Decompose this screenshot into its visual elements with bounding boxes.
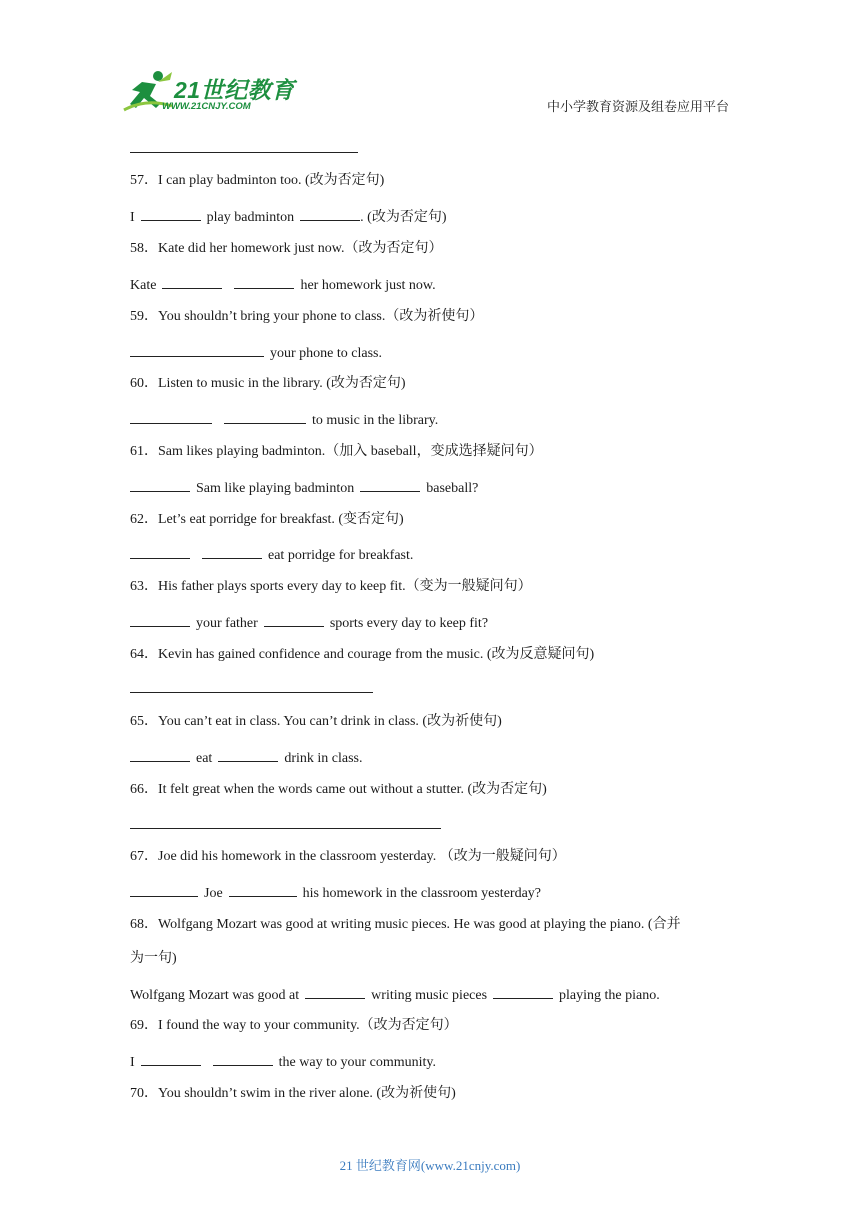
blank[interactable] (130, 882, 198, 897)
answer-65-text-2: drink in class. (284, 751, 363, 766)
answer-68-text-2: writing music pieces (371, 988, 488, 1003)
answer-67 (130, 882, 541, 903)
answer-61 (130, 477, 478, 498)
blank[interactable] (224, 409, 306, 424)
answer-57 (130, 206, 447, 227)
footer-link[interactable]: 21 世纪教育网(www.21cnjy.com) (339, 1158, 521, 1173)
logo (122, 68, 295, 118)
question-60: 60．Listen to music in the library. (改为否定句) (130, 376, 406, 391)
answer-63 (130, 612, 488, 633)
answer-60-text-1: to music in the library. (312, 413, 439, 428)
answer-69 (130, 1051, 436, 1072)
answer-67-text-2: his homework in the classroom yesterday? (302, 886, 541, 901)
blank[interactable] (218, 747, 278, 762)
blank[interactable] (162, 274, 222, 289)
blank[interactable] (130, 747, 190, 762)
blank[interactable] (360, 477, 420, 492)
answer-62-text-1: eat porridge for breakfast. (268, 548, 414, 563)
blank[interactable] (202, 544, 262, 559)
question-65: 65．You can’t eat in class. You can’t drink in class. (改为祈使句) (130, 714, 502, 729)
answer-68-text-3: playing the piano. (559, 988, 660, 1003)
blank[interactable] (234, 274, 294, 289)
question-70: 70．You shouldn’t swim in the river alone. (改为祈使句) (130, 1086, 456, 1101)
page-header (0, 0, 860, 130)
platform-tagline: 中小学教育资源及组卷应用平台 (546, 99, 729, 114)
blank[interactable] (264, 612, 324, 627)
question-68-continued: 为一句) (130, 951, 177, 966)
question-62: 62．Let’s eat porridge for breakfast. (变否定句) (130, 512, 404, 527)
blank[interactable] (300, 206, 360, 221)
question-68: 68．Wolfgang Mozart was good at writing music pieces. He was good at playing the piano. (合并 (130, 917, 681, 932)
blank[interactable] (141, 1051, 201, 1066)
logo-text: 21世纪教育 (174, 77, 295, 103)
question-63: 63．His father plays sports every day to keep fit.（变为一般疑问句） (130, 579, 532, 594)
answer-57-text-2: play badminton (206, 210, 295, 225)
answer-57-text-3: . (改为否定句) (360, 210, 447, 225)
answer-63-text-2: sports every day to keep fit? (329, 616, 489, 631)
answer-63-text-1: your father (196, 616, 258, 631)
answer-line-66[interactable] (130, 828, 441, 829)
answer-65-text-1: eat (196, 751, 213, 766)
question-66: 66．It felt great when the words came out without a stutter. (改为否定句) (130, 782, 547, 797)
answer-58-text-1: Kate (130, 278, 157, 293)
question-59: 59．You shouldn’t bring your phone to class.（改为祈使句） (130, 309, 484, 324)
answer-62 (130, 544, 413, 565)
blank[interactable] (141, 206, 201, 221)
blank[interactable] (130, 342, 264, 357)
answer-line-56 (130, 152, 358, 153)
blank[interactable] (130, 612, 190, 627)
answer-69-text-2: the way to your community. (278, 1055, 437, 1070)
question-67: 67．Joe did his homework in the classroom yesterday. （改为一般疑问句） (130, 849, 566, 864)
answer-67-text-1: Joe (204, 886, 223, 901)
answer-68-text-1: Wolfgang Mozart was good at (130, 988, 300, 1003)
answer-61-text-1: Sam like playing badminton (196, 481, 355, 496)
answer-61-text-2: baseball? (426, 481, 479, 496)
answer-line-64[interactable] (130, 692, 373, 693)
answer-57-text-1: I (130, 210, 135, 225)
blank[interactable] (229, 882, 297, 897)
question-58: 58．Kate did her homework just now.（改为否定句） (130, 241, 443, 256)
answer-58 (130, 274, 436, 295)
question-61: 61．Sam likes playing badminton.（加入 baseball，变成选择疑问句） (130, 444, 543, 459)
blank[interactable] (213, 1051, 273, 1066)
blank[interactable] (305, 984, 365, 999)
answer-60 (130, 409, 438, 430)
answer-69-text-1: I (130, 1055, 135, 1070)
answer-65 (130, 747, 362, 768)
blank[interactable] (493, 984, 553, 999)
question-69: 69．I found the way to your community.（改为否定句） (130, 1018, 458, 1033)
blank[interactable] (130, 409, 212, 424)
answer-68 (130, 984, 660, 1005)
answer-59 (130, 342, 382, 363)
answer-59-text-1: your phone to class. (270, 346, 382, 361)
blank[interactable] (130, 544, 190, 559)
question-64: 64．Kevin has gained confidence and courage from the music. (改为反意疑问句) (130, 647, 595, 662)
blank[interactable] (130, 477, 190, 492)
question-57: 57．I can play badminton too. (改为否定句) (130, 173, 385, 188)
answer-58-text-2: her homework just now. (300, 278, 436, 293)
logo-url: WWW.21CNJY.COM (162, 101, 251, 112)
